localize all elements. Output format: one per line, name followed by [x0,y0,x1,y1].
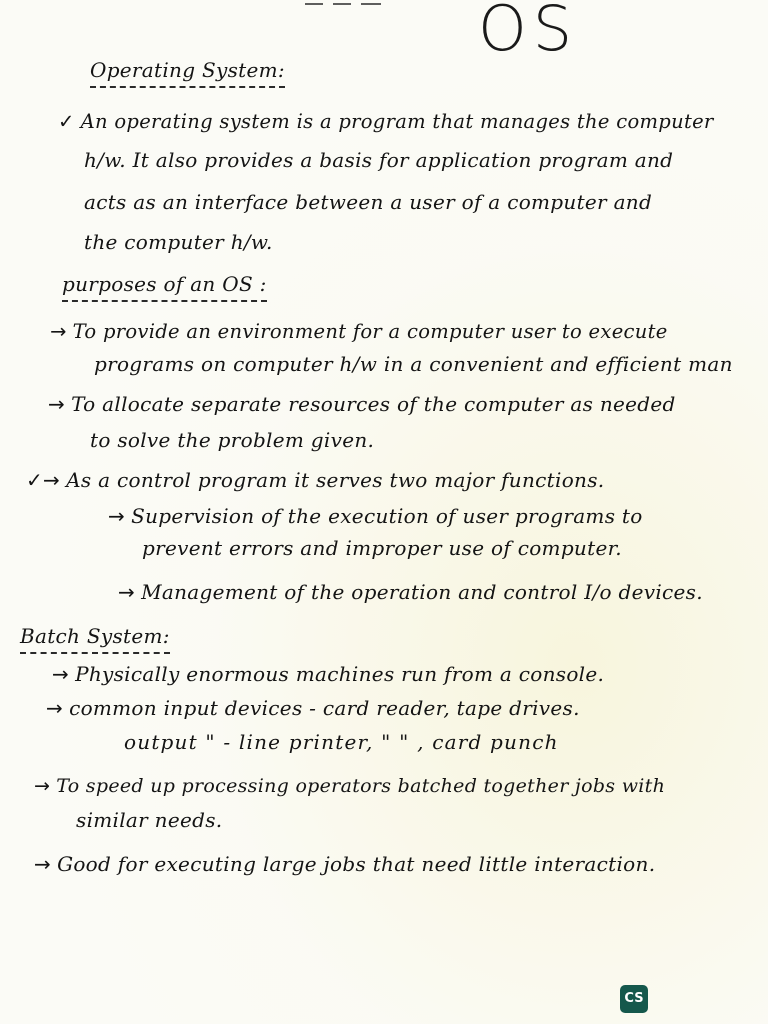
heading-batch-system: Batch System: [20,624,170,648]
os-line-2: h/w. It also provides a basis for application program and [84,148,674,172]
purpose-line-8: → Management of the operation and control I/o devices. [118,580,703,604]
check-icon: ✓ [58,110,75,133]
page-title: OS [478,0,579,65]
batch-line-5: similar needs. [76,808,223,832]
arrow-icon: → [34,775,51,797]
os-line-4: the computer h/w. [84,230,273,254]
purpose-line-1: → To provide an environment for a computer user to execute [50,320,668,343]
heading-operating-system: Operating System: [90,58,285,82]
heading-purposes: purposes of an OS : [62,272,267,296]
check-arrow-icon: ✓→ [26,468,61,492]
os-line-3: acts as an interface between a user of a computer and [84,190,653,214]
os-line-1: ✓ An operating system is a program that manages the computer [58,110,714,133]
arrow-icon: → [52,662,70,686]
arrow-icon: → [108,504,126,528]
camscanner-logo: CS [620,985,648,1013]
batch-line-3: output " - line printer, " " , card punch [124,730,559,754]
batch-line-1: → Physically enormous machines run from a console. [52,662,605,686]
batch-line-2: → common input devices - card reader, tape drives. [46,696,580,720]
purpose-line-3: → To allocate separate resources of the computer as needed [48,392,676,416]
purpose-line-6: → Supervision of the execution of user programs to [108,504,643,528]
purpose-line-5: ✓→ As a control program it serves two major functions. [26,468,605,492]
arrow-icon: → [46,696,64,720]
top-dashes [305,0,385,8]
batch-line-4: → To speed up processing operators batched together jobs with [34,775,666,797]
purpose-line-4: to solve the problem given. [90,428,375,452]
arrow-icon: → [118,580,136,604]
arrow-icon: → [34,852,52,876]
arrow-icon: → [50,320,67,343]
purpose-line-2: programs on computer h/w in a convenient and efficient man [94,352,733,376]
purpose-line-7: prevent errors and improper use of computer. [142,536,622,560]
batch-line-6: → Good for executing large jobs that need little interaction. [34,852,656,876]
arrow-icon: → [48,392,66,416]
